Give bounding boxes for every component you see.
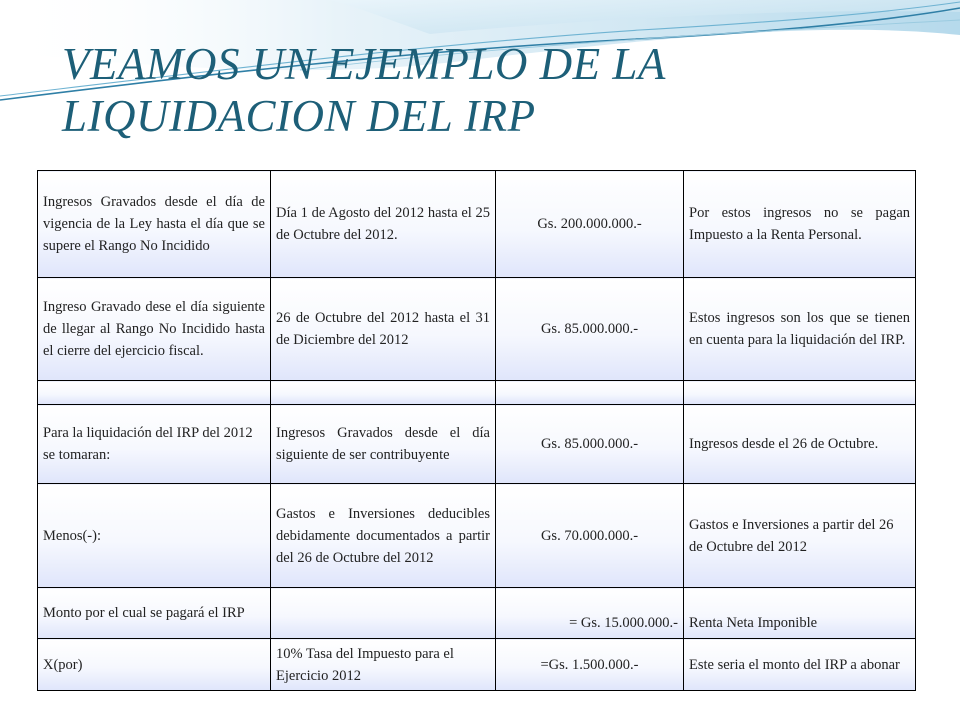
slide-title <box>62 38 922 142</box>
table-cell: Monto por el cual se pagará el IRP <box>38 588 271 639</box>
table-cell: Gs. 85.000.000.- <box>496 405 684 484</box>
table-cell: X(por) <box>38 639 271 691</box>
table-cell: Menos(-): <box>38 484 271 588</box>
table-cell: Ingresos Gravados desde el día siguiente de ser contribuyente <box>271 405 496 484</box>
table-cell: Ingresos Gravados desde el día de vigencia de la Ley hasta el día que se supere el Rango No Incidido <box>38 171 271 278</box>
table-row <box>38 171 916 278</box>
table-cell: Día 1 de Agosto del 2012 hasta el 25 de Octubre del 2012. <box>271 171 496 278</box>
table-cell: Gs. 70.000.000.- <box>496 484 684 588</box>
table-cell: 10% Tasa del Impuesto para el Ejercicio 2012 <box>271 639 496 691</box>
table-row <box>38 588 916 639</box>
table-cell: Ingreso Gravado dese el día siguiente de llegar al Rango No Incidido hasta el cierre del ejercicio fiscal. <box>38 278 271 381</box>
table-cell <box>684 381 916 405</box>
table-row <box>38 278 916 381</box>
table-cell <box>271 588 496 639</box>
irp-liquidation-table <box>37 170 916 691</box>
table-cell: Ingresos desde el 26 de Octubre. <box>684 405 916 484</box>
table-cell: Estos ingresos son los que se tienen en cuenta para la liquidación del IRP. <box>684 278 916 381</box>
table-cell: Para la liquidación del IRP del 2012 se tomaran: <box>38 405 271 484</box>
table-cell: = Gs. 15.000.000.- <box>496 588 684 639</box>
table-row <box>38 639 916 691</box>
table-cell <box>271 381 496 405</box>
slide-title-line-1: VEAMOS UN EJEMPLO DE LA <box>62 39 666 89</box>
table-row <box>38 381 916 405</box>
table-cell: Renta Neta Imponible <box>684 588 916 639</box>
slide-title-line-2: LIQUIDACION DEL IRP <box>62 91 536 141</box>
table-cell: Gastos e Inversiones deducibles debidamente documentados a partir del 26 de Octubre del 2012 <box>271 484 496 588</box>
table-cell: Gs. 85.000.000.- <box>496 278 684 381</box>
table-row <box>38 405 916 484</box>
table-row <box>38 484 916 588</box>
table-cell: 26 de Octubre del 2012 hasta el 31 de Diciembre del 2012 <box>271 278 496 381</box>
table-cell: Gs. 200.000.000.- <box>496 171 684 278</box>
table-cell: Por estos ingresos no se pagan Impuesto a la Renta Personal. <box>684 171 916 278</box>
table-cell <box>496 381 684 405</box>
table-cell: Este seria el monto del IRP a abonar <box>684 639 916 691</box>
table-cell: Gastos e Inversiones a partir del 26 de Octubre del 2012 <box>684 484 916 588</box>
table-cell: =Gs. 1.500.000.- <box>496 639 684 691</box>
table-cell <box>38 381 271 405</box>
